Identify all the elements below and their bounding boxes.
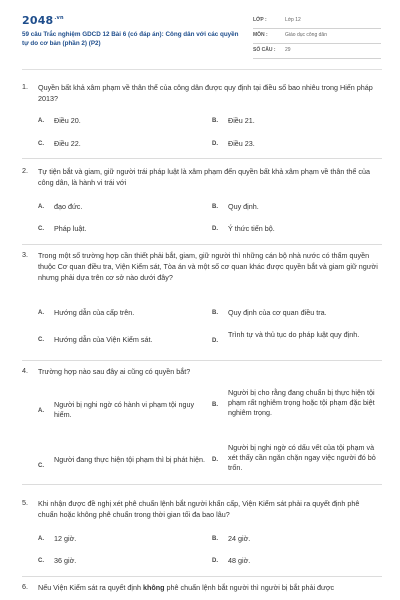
question-text-part: phê chuẩn lệnh bắt người thì người bị bắt phải được: [164, 583, 335, 592]
option-letter: A.: [38, 536, 44, 542]
logo-tld: .vn: [54, 15, 64, 22]
meta-value: Giáo dục công dân: [285, 32, 327, 38]
question-divider: [22, 360, 382, 361]
option-letter: C.: [38, 558, 44, 564]
option-letter: D.: [212, 226, 218, 232]
question-divider: [22, 484, 382, 485]
page-header: [0, 0, 400, 62]
option-letter: B.: [212, 204, 218, 210]
meta-key: SỐ CÂU :: [253, 47, 276, 53]
option-d[interactable]: [212, 443, 382, 477]
question-number: 6.: [22, 582, 28, 591]
meta-key: LỚP :: [253, 17, 267, 23]
meta-table: [253, 14, 381, 59]
option-text: 12 giờ.: [54, 534, 77, 543]
meta-row-count: [253, 44, 381, 59]
option-letter: D.: [212, 338, 218, 344]
option-text: Quy định của cơ quan điều tra.: [228, 308, 327, 317]
question-text: Trong một số trường hợp cần thiết phải bắt, giam, giữ người thì những cán bộ nhà nước có thẩm quyền thuộc Cơ quan điều tra, Viện Kiểm sát, Tòa án và một số cơ quan khác được quyền bắt và giam giữ người nhưng phải dựa trên cơ sở nào dưới đây?: [38, 251, 378, 282]
option-letter: C.: [38, 463, 44, 469]
header-divider: [22, 69, 382, 70]
logo-text: 2048: [22, 14, 54, 27]
question-6: [22, 582, 382, 600]
option-letter: A.: [38, 118, 44, 124]
option-letter: B.: [212, 402, 218, 408]
option-letter: D.: [212, 457, 218, 463]
meta-value: 29: [285, 47, 291, 53]
question-5: [22, 498, 382, 576]
option-letter: D.: [212, 558, 218, 564]
option-text: Pháp luật.: [54, 224, 87, 233]
option-letter: A.: [38, 310, 44, 316]
option-letter: B.: [212, 310, 218, 316]
question-number: 1.: [22, 82, 28, 91]
option-text: Trình tự và thủ tục do pháp luật quy định.: [228, 330, 360, 339]
question-number: 5.: [22, 498, 28, 507]
question-text: Khi nhận được đề nghị xét phê chuẩn lệnh bắt người khẩn cấp, Viện Kiểm sát phải ra quyết định phê chuẩn hoặc không phê chuẩn trong thời gian tối đa bao lâu?: [38, 499, 360, 519]
question-3: [22, 250, 382, 362]
option-text: Quy định.: [228, 202, 259, 211]
question-number: 2.: [22, 166, 28, 175]
question-text-emphasis: không: [142, 583, 165, 592]
option-letter: B.: [212, 536, 218, 542]
option-text: Ý thức tiến bộ.: [228, 224, 275, 233]
question-text: Trường hợp nào sau đây ai cũng có quyền bắt?: [38, 367, 191, 376]
question-text-part: Nếu Viện Kiểm sát ra quyết định: [38, 583, 143, 592]
option-a[interactable]: [38, 400, 210, 424]
question-divider: [22, 576, 382, 577]
option-text: đạo đức.: [54, 202, 83, 211]
question-text: Tự tiện bắt và giam, giữ người trái pháp luật là xâm phạm đến quyền bất khả xâm phạm về thân thể của công dân, là hành vi trái với: [38, 167, 370, 187]
option-text: Người bị cho rằng đang chuẩn bị thực hiện tội phạm rất nghiêm trọng hoặc tội phạm đặc biệt nghiêm trọng.: [228, 388, 375, 417]
option-b[interactable]: [212, 388, 382, 422]
option-text: 48 giờ.: [228, 556, 251, 565]
site-logo[interactable]: [22, 14, 64, 27]
option-text: Người bị nghi ngờ có dấu vết của tội phạm và xét thấy cần ngăn chặn ngay việc người đó bỏ trốn.: [228, 443, 376, 472]
question-4: [22, 366, 382, 484]
option-text: 36 giờ.: [54, 556, 77, 565]
option-c[interactable]: [38, 455, 210, 479]
question-divider: [22, 244, 382, 245]
option-text: Người bị nghi ngờ có hành vi phạm tội nguy hiểm.: [54, 400, 195, 419]
option-text: Người đang thực hiện tội phạm thì bị phát hiện.: [54, 455, 205, 464]
meta-row-class: [253, 14, 381, 29]
document-title: 59 câu Trắc nghiệm GDCD 12 Bài 6 (có đáp án): Công dân với các quyền tự do cơ bản (phần 2) (P2): [22, 31, 239, 47]
question-2: [22, 166, 382, 246]
option-letter: C.: [38, 226, 44, 232]
question-number: 3.: [22, 250, 28, 259]
meta-value: Lớp 12: [285, 17, 301, 23]
option-text: 24 giờ.: [228, 534, 251, 543]
question-text: Quyền bất khả xâm phạm về thân thể của công dân được quy định tại điều số bao nhiêu trong Hiến pháp 2013?: [38, 83, 373, 103]
option-text: Hướng dẫn của Viện Kiểm sát.: [54, 335, 153, 344]
question-1: [22, 82, 382, 162]
meta-key: MÔN :: [253, 32, 268, 38]
question-divider: [22, 158, 382, 159]
option-letter: A.: [38, 408, 44, 414]
question-number: 4.: [22, 366, 28, 375]
meta-row-subject: [253, 29, 381, 44]
option-letter: C.: [38, 141, 44, 147]
option-text: Điều 20.: [54, 116, 81, 125]
question-text: [38, 582, 378, 593]
option-text: Điều 23.: [228, 139, 255, 148]
option-d[interactable]: [212, 330, 382, 352]
option-text: Hướng dẫn của cấp trên.: [54, 308, 135, 317]
option-letter: B.: [212, 118, 218, 124]
option-text: Điều 21.: [228, 116, 255, 125]
option-letter: A.: [38, 204, 44, 210]
option-letter: C.: [38, 337, 44, 343]
option-text: Điều 22.: [54, 139, 81, 148]
option-letter: D.: [212, 141, 218, 147]
